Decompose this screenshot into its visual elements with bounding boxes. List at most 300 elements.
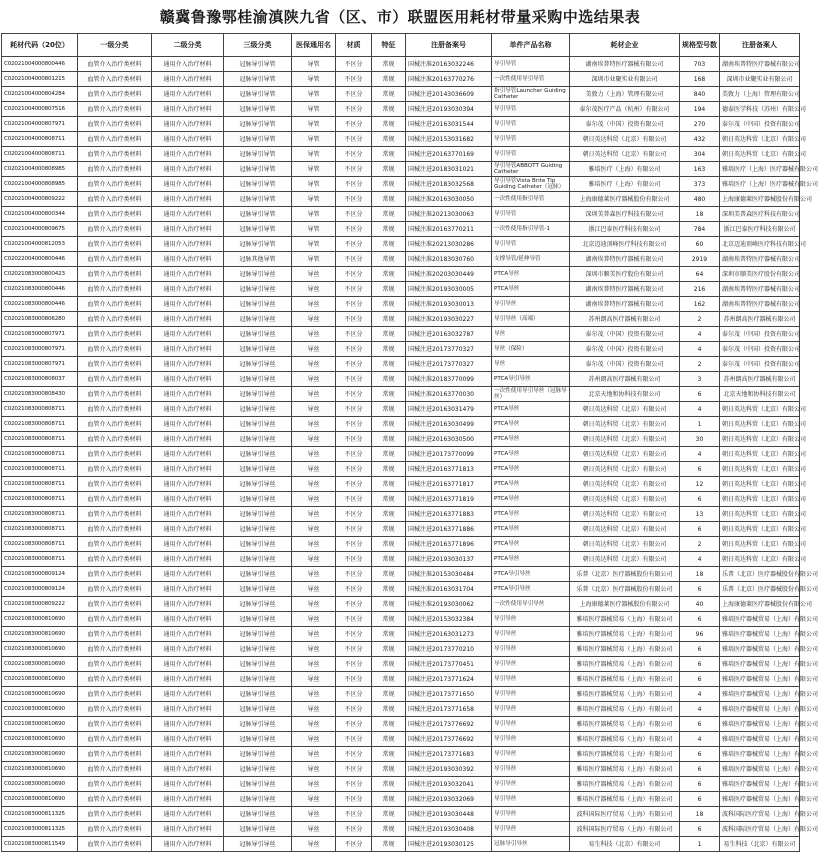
cell-level3: 冠脉导引导丝 [224, 642, 292, 657]
cell-level1: 血管介入治疗类材料 [78, 477, 152, 492]
cell-level1: 血管介入治疗类材料 [78, 762, 152, 777]
cell-product-name: PTCA导丝 [492, 432, 570, 447]
cell-generic-name: 导丝 [292, 567, 336, 582]
cell-spec-count: 6 [680, 792, 720, 807]
cell-material: 不区分 [336, 762, 372, 777]
cell-company: 朝日英达科贸（北京）有限公司 [570, 447, 680, 462]
cell-feature: 常规 [372, 552, 406, 567]
cell-material: 不区分 [336, 657, 372, 672]
cell-generic-name: 导管 [292, 57, 336, 72]
cell-company: 朝日英达科贸（北京）有限公司 [570, 477, 680, 492]
cell-registrant: 泰尔茂（中国）投资有限公司 [720, 117, 800, 132]
cell-product-name: PTCA导丝 [492, 447, 570, 462]
cell-registrant: 上海康德莱医疗器械股份有限公司 [720, 192, 800, 207]
cell-generic-name: 导丝 [292, 837, 336, 852]
cell-level3: 冠脉导引导丝 [224, 387, 292, 402]
cell-product-name: 指引导管Launcher Guiding Catheter [492, 87, 570, 102]
cell-level2: 通用介入治疗材料 [152, 357, 224, 372]
cell-company: 上海康德莱医疗器械股份有限公司 [570, 597, 680, 612]
table-row [2, 777, 800, 792]
cell-company: 泰尔茂（中国）投资有限公司 [570, 327, 680, 342]
cell-feature: 常规 [372, 582, 406, 597]
table-row [2, 237, 800, 252]
cell-level2: 通用介入治疗材料 [152, 147, 224, 162]
cell-registrant: 北京天地和协科技有限公司 [720, 387, 800, 402]
cell-material: 不区分 [336, 747, 372, 762]
table-row [2, 537, 800, 552]
cell-registrant: 雅培医疗器械贸易（上海）有限公司 [720, 717, 800, 732]
cell-level2: 通用介入治疗材料 [152, 312, 224, 327]
cell-level3: 冠脉导引导丝 [224, 477, 292, 492]
cell-product-name: 导引导丝 [492, 687, 570, 702]
cell-registration: 国械注进20173770327 [406, 357, 492, 372]
cell-level3: 冠脉导引导丝 [224, 582, 292, 597]
cell-product-name: 导引导丝 [492, 747, 570, 762]
cell-feature: 常规 [372, 672, 406, 687]
cell-registrant: 深圳市业聚实业有限公司 [720, 72, 800, 87]
col-header-spec-count: 规格型号数 [680, 34, 720, 57]
cell-registrant: 雅培医疗器械贸易（上海）有限公司 [720, 642, 800, 657]
cell-company: 雅培医疗器械贸易（上海）有限公司 [570, 642, 680, 657]
cell-material: 不区分 [336, 717, 372, 732]
cell-spec-count: 6 [680, 492, 720, 507]
cell-feature: 常规 [372, 252, 406, 267]
cell-generic-name: 导丝 [292, 432, 336, 447]
cell-level2: 通用介入治疗材料 [152, 717, 224, 732]
cell-material: 不区分 [336, 837, 372, 852]
cell-generic-name: 导丝 [292, 522, 336, 537]
table-row [2, 582, 800, 597]
table-row [2, 132, 800, 147]
cell-level1: 血管介入治疗类材料 [78, 207, 152, 222]
cell-level1: 血管介入治疗类材料 [78, 72, 152, 87]
cell-level1: 血管介入治疗类材料 [78, 807, 152, 822]
cell-level3: 冠脉导引导丝 [224, 777, 292, 792]
cell-level2: 通用介入治疗材料 [152, 792, 224, 807]
cell-spec-count: 6 [680, 762, 720, 777]
cell-material: 不区分 [336, 177, 372, 192]
cell-feature: 常规 [372, 657, 406, 672]
cell-spec-count: 6 [680, 642, 720, 657]
cell-level1: 血管介入治疗类材料 [78, 267, 152, 282]
cell-material: 不区分 [336, 267, 372, 282]
cell-spec-count: 432 [680, 132, 720, 147]
table-row [2, 732, 800, 747]
cell-spec-count: 4 [680, 342, 720, 357]
cell-level3: 冠脉导引导丝 [224, 522, 292, 537]
cell-level2: 通用介入治疗材料 [152, 732, 224, 747]
cell-level2: 通用介入治疗材料 [152, 252, 224, 267]
cell-material: 不区分 [336, 252, 372, 267]
cell-registrant: 雅培医疗器械贸易（上海）有限公司 [720, 627, 800, 642]
cell-feature: 常规 [372, 627, 406, 642]
cell-spec-count: 304 [680, 147, 720, 162]
table-row [2, 492, 800, 507]
cell-code: C02021083000808711 [2, 492, 78, 507]
cell-level2: 通用介入治疗材料 [152, 432, 224, 447]
cell-level3: 冠脉导引导丝 [224, 687, 292, 702]
cell-material: 不区分 [336, 582, 372, 597]
cell-company: 波科国际医疗贸易（上海）有限公司 [570, 807, 680, 822]
cell-level3: 冠脉导引导丝 [224, 792, 292, 807]
cell-company: 雅培医疗器械贸易（上海）有限公司 [570, 777, 680, 792]
cell-level1: 血管介入治疗类材料 [78, 357, 152, 372]
cell-level3: 冠脉导引导丝 [224, 357, 292, 372]
cell-product-name: 导引导丝 [492, 777, 570, 792]
cell-feature: 常规 [372, 597, 406, 612]
cell-generic-name: 导丝 [292, 357, 336, 372]
cell-company: 北京迈迪顶峰医疗科技有限公司 [570, 237, 680, 252]
cell-spec-count: 163 [680, 162, 720, 177]
cell-registrant: 湖南埃普特医疗器械有限公司 [720, 297, 800, 312]
cell-level2: 通用介入治疗材料 [152, 702, 224, 717]
cell-level2: 通用介入治疗材料 [152, 552, 224, 567]
cell-code: C02021004000808985 [2, 162, 78, 177]
cell-level3: 冠脉导引导丝 [224, 552, 292, 567]
cell-spec-count: 6 [680, 387, 720, 402]
cell-registration: 国械注进20163030499 [406, 417, 492, 432]
cell-feature: 常规 [372, 357, 406, 372]
cell-feature: 常规 [372, 687, 406, 702]
cell-spec-count: 6 [680, 747, 720, 762]
cell-code: C02021083000810690 [2, 732, 78, 747]
cell-registration: 国械注准20193030227 [406, 312, 492, 327]
cell-registrant: 朝日英达科贸（北京）有限公司 [720, 537, 800, 552]
cell-feature: 常规 [372, 732, 406, 747]
cell-feature: 常规 [372, 402, 406, 417]
cell-registration: 国械注准20163770030 [406, 387, 492, 402]
cell-spec-count: 13 [680, 507, 720, 522]
cell-generic-name: 导管 [292, 162, 336, 177]
cell-level2: 通用介入治疗材料 [152, 327, 224, 342]
cell-code: C02021083000807971 [2, 327, 78, 342]
cell-generic-name: 导丝 [292, 492, 336, 507]
cell-material: 不区分 [336, 147, 372, 162]
table-row [2, 432, 800, 447]
cell-registrant: 深圳美普森医疗科技有限公司 [720, 207, 800, 222]
cell-material: 不区分 [336, 627, 372, 642]
cell-registrant: 苏州朗高医疗器械有限公司 [720, 312, 800, 327]
cell-material: 不区分 [336, 312, 372, 327]
cell-spec-count: 703 [680, 57, 720, 72]
cell-level1: 血管介入治疗类材料 [78, 102, 152, 117]
table-row [2, 102, 800, 117]
cell-code: C02021083000800446 [2, 297, 78, 312]
cell-level1: 血管介入治疗类材料 [78, 402, 152, 417]
cell-material: 不区分 [336, 597, 372, 612]
cell-level2: 通用介入治疗材料 [152, 342, 224, 357]
cell-level3: 冠脉导引导丝 [224, 312, 292, 327]
cell-product-name: PTCA导丝 [492, 507, 570, 522]
cell-level3: 冠脉导引导丝 [224, 327, 292, 342]
cell-product-name: 导引导丝 [492, 732, 570, 747]
cell-level2: 通用介入治疗材料 [152, 417, 224, 432]
cell-level3: 冠脉导引导管 [224, 87, 292, 102]
cell-registrant: 乐普（北京）医疗器械股份有限公司 [720, 567, 800, 582]
cell-product-name: PTCA导丝 [492, 492, 570, 507]
cell-level2: 通用介入治疗材料 [152, 522, 224, 537]
cell-feature: 常规 [372, 777, 406, 792]
cell-material: 不区分 [336, 192, 372, 207]
cell-registration: 国械注准20213030063 [406, 207, 492, 222]
cell-registration: 国械注进20163032787 [406, 327, 492, 342]
cell-level3: 冠脉导引导丝 [224, 597, 292, 612]
cell-generic-name: 导丝 [292, 387, 336, 402]
table-row [2, 837, 800, 852]
cell-registrant: 雅培医疗器械贸易（上海）有限公司 [720, 657, 800, 672]
cell-level3: 冠脉其他导管 [224, 252, 292, 267]
cell-material: 不区分 [336, 207, 372, 222]
cell-product-name: 一次性使用指引导管 [492, 192, 570, 207]
cell-product-name: PTCA导丝 [492, 267, 570, 282]
cell-material: 不区分 [336, 447, 372, 462]
cell-company: 朝日英达科贸（北京）有限公司 [570, 132, 680, 147]
cell-company: 朝日英达科贸（北京）有限公司 [570, 537, 680, 552]
cell-product-name: 导引导丝 [492, 822, 570, 837]
cell-generic-name: 导丝 [292, 372, 336, 387]
cell-material: 不区分 [336, 372, 372, 387]
cell-spec-count: 168 [680, 72, 720, 87]
cell-code: C02021083000811549 [2, 837, 78, 852]
cell-level1: 血管介入治疗类材料 [78, 147, 152, 162]
cell-feature: 常规 [372, 447, 406, 462]
cell-level1: 血管介入治疗类材料 [78, 297, 152, 312]
cell-company: 雅培医疗（上海）有限公司 [570, 162, 680, 177]
cell-feature: 常规 [372, 837, 406, 852]
cell-spec-count: 6 [680, 612, 720, 627]
cell-registration: 国械注准20183770099 [406, 372, 492, 387]
cell-company: 雅培医疗器械贸易（上海）有限公司 [570, 702, 680, 717]
cell-product-name: PTCA导丝 [492, 537, 570, 552]
cell-product-name: PTCA导丝 [492, 417, 570, 432]
cell-spec-count: 6 [680, 657, 720, 672]
cell-code: C02021083000808711 [2, 402, 78, 417]
cell-level1: 血管介入治疗类材料 [78, 282, 152, 297]
cell-level1: 血管介入治疗类材料 [78, 132, 152, 147]
cell-feature: 常规 [372, 282, 406, 297]
cell-level1: 血管介入治疗类材料 [78, 372, 152, 387]
table-row [2, 267, 800, 282]
cell-level2: 通用介入治疗材料 [152, 777, 224, 792]
cell-feature: 常规 [372, 762, 406, 777]
cell-level3: 冠脉导引导管 [224, 147, 292, 162]
table-row [2, 507, 800, 522]
table-row [2, 327, 800, 342]
table-row [2, 72, 800, 87]
cell-generic-name: 导管 [292, 102, 336, 117]
cell-spec-count: 373 [680, 177, 720, 192]
cell-feature: 常规 [372, 222, 406, 237]
cell-spec-count: 30 [680, 432, 720, 447]
cell-feature: 常规 [372, 72, 406, 87]
cell-registration: 国械注准20163031704 [406, 582, 492, 597]
cell-generic-name: 导管 [292, 252, 336, 267]
cell-product-name: 导引导丝 [492, 807, 570, 822]
cell-spec-count: 270 [680, 117, 720, 132]
cell-product-name: PTCA导引导丝 [492, 567, 570, 582]
cell-level2: 通用介入治疗材料 [152, 72, 224, 87]
cell-spec-count: 18 [680, 807, 720, 822]
cell-level3: 冠脉导引导丝 [224, 807, 292, 822]
cell-spec-count: 4 [680, 702, 720, 717]
cell-registrant: 雅培医疗器械贸易（上海）有限公司 [720, 747, 800, 762]
table-row [2, 477, 800, 492]
cell-feature: 常规 [372, 57, 406, 72]
cell-level2: 通用介入治疗材料 [152, 612, 224, 627]
cell-level2: 通用介入治疗材料 [152, 822, 224, 837]
cell-product-name: 导引导丝 [492, 792, 570, 807]
cell-registration: 国械注进20193032069 [406, 792, 492, 807]
cell-code: C02021083000810690 [2, 747, 78, 762]
cell-level3: 冠脉导引导管 [224, 207, 292, 222]
cell-material: 不区分 [336, 237, 372, 252]
table-row [2, 567, 800, 582]
cell-code: C02021083000810690 [2, 792, 78, 807]
cell-registrant: 雅培医疗器械贸易（上海）有限公司 [720, 687, 800, 702]
cell-generic-name: 导管 [292, 132, 336, 147]
cell-material: 不区分 [336, 672, 372, 687]
cell-generic-name: 导丝 [292, 822, 336, 837]
cell-generic-name: 导丝 [292, 282, 336, 297]
cell-level2: 通用介入治疗材料 [152, 492, 224, 507]
cell-company: 湖南埃普特医疗器械有限公司 [570, 252, 680, 267]
cell-level2: 通用介入治疗材料 [152, 837, 224, 852]
cell-level2: 通用介入治疗材料 [152, 282, 224, 297]
cell-code: C02021083000808711 [2, 447, 78, 462]
cell-material: 不区分 [336, 492, 372, 507]
cell-spec-count: 216 [680, 282, 720, 297]
cell-material: 不区分 [336, 702, 372, 717]
cell-spec-count: 6 [680, 462, 720, 477]
cell-level2: 通用介入治疗材料 [152, 507, 224, 522]
cell-material: 不区分 [336, 357, 372, 372]
cell-spec-count: 2919 [680, 252, 720, 267]
cell-code: C02021083000810690 [2, 687, 78, 702]
cell-product-name: 导引导丝（高端） [492, 312, 570, 327]
cell-company: 湖南埃普特医疗器械有限公司 [570, 282, 680, 297]
cell-registration: 国械注进20173771624 [406, 672, 492, 687]
cell-level1: 血管介入治疗类材料 [78, 162, 152, 177]
cell-material: 不区分 [336, 537, 372, 552]
cell-code: C02021083000807971 [2, 357, 78, 372]
cell-registration: 国械注进20163771819 [406, 492, 492, 507]
cell-material: 不区分 [336, 327, 372, 342]
cell-level3: 冠脉导引导丝 [224, 837, 292, 852]
cell-level1: 血管介入治疗类材料 [78, 732, 152, 747]
cell-registration: 国械注进20173771683 [406, 747, 492, 762]
table-row [2, 552, 800, 567]
cell-registration: 国械注准20193030005 [406, 282, 492, 297]
cell-level3: 冠脉导引导管 [224, 222, 292, 237]
cell-feature: 常规 [372, 372, 406, 387]
col-header-product-name: 单件产品名称 [492, 34, 570, 57]
cell-company: 雅培医疗器械贸易（上海）有限公司 [570, 762, 680, 777]
cell-level1: 血管介入治疗类材料 [78, 552, 152, 567]
cell-level2: 通用介入治疗材料 [152, 177, 224, 192]
cell-material: 不区分 [336, 162, 372, 177]
cell-spec-count: 162 [680, 297, 720, 312]
cell-level2: 通用介入治疗材料 [152, 642, 224, 657]
cell-registration: 国械注进20193030394 [406, 102, 492, 117]
cell-company: 乐普（北京）医疗器械股份有限公司 [570, 582, 680, 597]
cell-level3: 冠脉导引导丝 [224, 822, 292, 837]
cell-code: C02021083000800446 [2, 282, 78, 297]
cell-registrant: 雅培医疗器械贸易（上海）有限公司 [720, 612, 800, 627]
table-row [2, 447, 800, 462]
cell-feature: 常规 [372, 417, 406, 432]
table-row [2, 387, 800, 402]
cell-level3: 冠脉导引导管 [224, 237, 292, 252]
cell-material: 不区分 [336, 777, 372, 792]
cell-registration: 国械注进20193030125 [406, 837, 492, 852]
cell-company: 朝日英达科贸（北京）有限公司 [570, 507, 680, 522]
cell-level3: 冠脉导引导管 [224, 132, 292, 147]
cell-generic-name: 导丝 [292, 687, 336, 702]
cell-level2: 通用介入治疗材料 [152, 162, 224, 177]
cell-level1: 血管介入治疗类材料 [78, 327, 152, 342]
cell-product-name: 导引导管Vista Brite Tip Guiding Catheter（冠脉） [492, 177, 570, 192]
cell-product-name: 导引导丝 [492, 297, 570, 312]
cell-spec-count: 18 [680, 207, 720, 222]
cell-feature: 常规 [372, 567, 406, 582]
cell-level1: 血管介入治疗类材料 [78, 492, 152, 507]
cell-code: C02021083000811325 [2, 807, 78, 822]
cell-feature: 常规 [372, 537, 406, 552]
cell-company: 雅培医疗器械贸易（上海）有限公司 [570, 627, 680, 642]
table-row [2, 717, 800, 732]
cell-feature: 常规 [372, 477, 406, 492]
cell-code: C02021083000808430 [2, 387, 78, 402]
table-row [2, 672, 800, 687]
cell-level1: 血管介入治疗类材料 [78, 792, 152, 807]
cell-code: C02021083000810690 [2, 657, 78, 672]
cell-level2: 通用介入治疗材料 [152, 222, 224, 237]
table-row [2, 522, 800, 537]
cell-feature: 常规 [372, 177, 406, 192]
cell-registration: 国械注进20173776692 [406, 732, 492, 747]
cell-material: 不区分 [336, 792, 372, 807]
cell-spec-count: 4 [680, 732, 720, 747]
cell-level3: 冠脉导引导丝 [224, 567, 292, 582]
cell-spec-count: 6 [680, 672, 720, 687]
cell-spec-count: 6 [680, 522, 720, 537]
cell-registration: 国械注进20163771896 [406, 537, 492, 552]
cell-level2: 通用介入治疗材料 [152, 477, 224, 492]
cell-spec-count: 6 [680, 717, 720, 732]
cell-level3: 冠脉导引导管 [224, 162, 292, 177]
table-row [2, 297, 800, 312]
cell-registrant: 泰尔茂（中国）投资有限公司 [720, 342, 800, 357]
cell-product-name: PTCA导引导丝 [492, 582, 570, 597]
cell-level2: 通用介入治疗材料 [152, 567, 224, 582]
table-row [2, 117, 800, 132]
cell-company: 朝日英达科贸（北京）有限公司 [570, 462, 680, 477]
cell-level2: 通用介入治疗材料 [152, 267, 224, 282]
cell-level1: 血管介入治疗类材料 [78, 717, 152, 732]
cell-code: C02021004000809222 [2, 192, 78, 207]
cell-registrant: 泰尔茂（中国）投资有限公司 [720, 357, 800, 372]
cell-registration: 国械注准20153030484 [406, 567, 492, 582]
table-row [2, 597, 800, 612]
cell-material: 不区分 [336, 522, 372, 537]
cell-product-name: 导丝 [492, 327, 570, 342]
cell-registration: 国械注进20163031479 [406, 402, 492, 417]
cell-level1: 血管介入治疗类材料 [78, 462, 152, 477]
cell-material: 不区分 [336, 732, 372, 747]
cell-company: 北京天地和协科技有限公司 [570, 387, 680, 402]
cell-product-name: 导引导管 [492, 207, 570, 222]
cell-level1: 血管介入治疗类材料 [78, 432, 152, 447]
